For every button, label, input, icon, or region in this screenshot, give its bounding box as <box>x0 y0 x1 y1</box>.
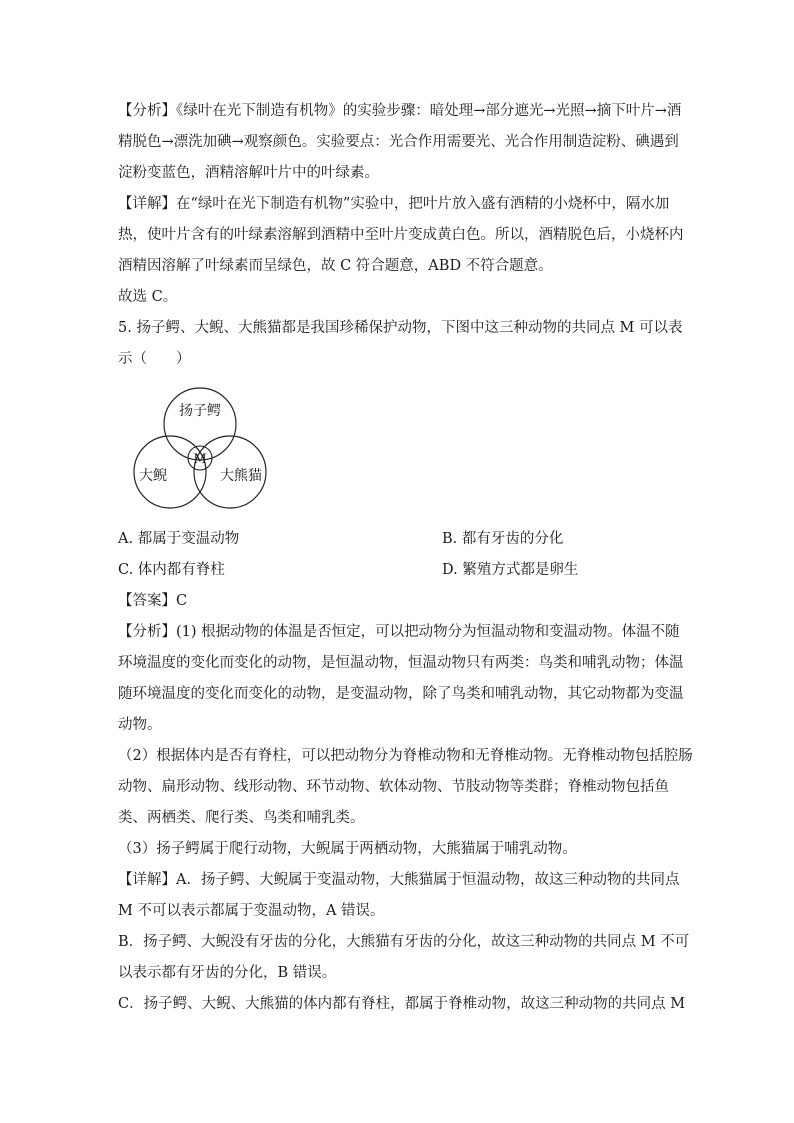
venn-label-left: 大鲵 <box>139 468 167 484</box>
text-line: 【分析】(1) 根据动物的体温是否恒定，可以把动物分为恒温动物和变温动物。体温不随 <box>118 624 680 640</box>
option-c: C. 体内都有脊柱 <box>118 562 225 578</box>
text-line: 环境温度的变化而变化的动物，是恒温动物，恒温动物只有两类：鸟类和哺乳动物；体温 <box>118 655 684 671</box>
text-line: 动物、扁形动物、线形动物、环节动物、软体动物、节肢动物等类群；脊椎动物包括鱼 <box>118 779 669 795</box>
text-line: 【详解】A．扬子鳄、大鲵属于变温动物，大熊猫属于恒温动物，故这三种动物的共同点 <box>118 872 680 888</box>
venn-label-center: M <box>193 452 207 467</box>
option-b: B. 都有牙齿的分化 <box>442 531 564 547</box>
text-line: 【详解】在“绿叶在光下制造有机物”实验中，把叶片放入盛有酒精的小烧杯中，隔水加 <box>118 196 670 212</box>
text-line: （3）扬子鳄属于爬行动物，大鲵属于两栖动物，大熊猫属于哺乳动物。 <box>118 841 577 857</box>
option-d: D. 繁殖方式都是卵生 <box>442 562 579 578</box>
text-line: C．扬子鳄、大鲵、大熊猫的体内都有脊柱，都属于脊椎动物，故这三种动物的共同点 M <box>118 996 686 1012</box>
text-line: 【分析】《绿叶在光下制造有机物》的实验步骤：暗处理→部分遮光→光照→摘下叶片→酒 <box>118 103 682 119</box>
answer-line: 【答案】C <box>118 593 188 609</box>
text-line: B．扬子鳄、大鲵没有牙齿的分化，大熊猫有牙齿的分化，故这三种动物的共同点 M 不可 <box>118 934 690 950</box>
venn-label-top: 扬子鳄 <box>179 403 221 419</box>
conclusion-line: 故选 C。 <box>118 289 178 305</box>
text-line: 热，使叶片含有的叶绿素溶解到酒精中至叶片变成黄白色。所以，酒精脱色后，小烧杯内 <box>118 227 684 243</box>
venn-circle-top <box>164 388 236 460</box>
question-stem-cont: 示（ ） <box>118 351 191 367</box>
question-stem: 5. 扬子鳄、大鲵、大熊猫都是我国珍稀保护动物，下图中这三种动物的共同点 M 可以表 <box>118 320 683 336</box>
venn-label-right: 大熊猫 <box>220 468 262 484</box>
text-line: 类、两栖类、爬行类、鸟类和哺乳类。 <box>118 810 365 826</box>
option-a: A. 都属于变温动物 <box>118 531 240 547</box>
text-line: M 不可以表示都属于变温动物，A 错误。 <box>118 903 385 919</box>
text-line: 随环境温度的变化而变化的动物，是变温动物，除了鸟类和哺乳动物，其它动物都为变温 <box>118 686 684 702</box>
text-line: 精脱色→漂洗加碘→观察颜色。实验要点：光合作用需要光、光合作用制造淀粉、碘遇到 <box>118 134 679 150</box>
venn-diagram <box>125 382 275 512</box>
text-line: 酒精因溶解了叶绿素而呈绿色，故 C 符合题意，ABD 不符合题意。 <box>118 258 553 274</box>
text-line: （2）根据体内是否有脊柱，可以把动物分为脊椎动物和无脊椎动物。无脊椎动物包括腔肠 <box>118 748 693 764</box>
text-line: 淀粉变蓝色，酒精溶解叶片中的叶绿素。 <box>118 165 379 181</box>
text-line: 以表示都有牙齿的分化，B 错误。 <box>118 965 337 981</box>
text-line: 动物。 <box>118 717 162 733</box>
